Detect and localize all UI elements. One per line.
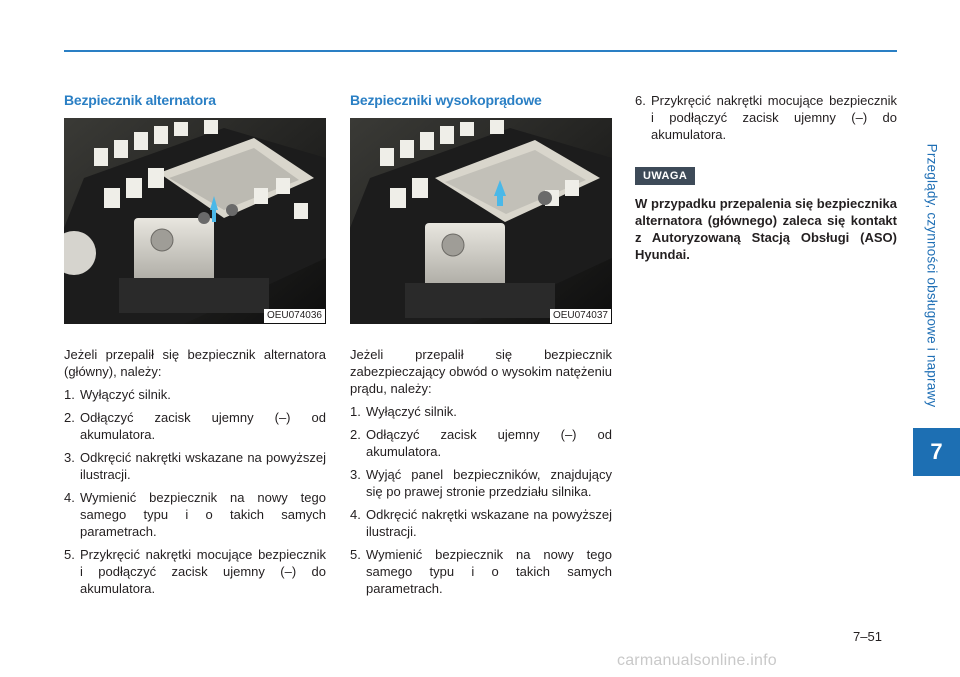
watermark: carmanualsonline.info bbox=[617, 652, 777, 669]
chapter-side-label bbox=[918, 130, 946, 420]
continued-steps-section bbox=[635, 92, 897, 263]
notice-badge: UWAGA bbox=[635, 167, 695, 185]
photo-code: OEU074036 bbox=[264, 309, 325, 323]
list-item: 3. Wyjąć panel bezpieczników, znajdujący się po prawej stronie przedziału silnika. bbox=[350, 467, 612, 499]
list-item: 4. Odkręcić nakrętki wskazane na powyższej ilustracji. bbox=[350, 507, 612, 539]
list-item: 4. Wymienić bezpiecznik na nowy tego samego typu i o takich samych parametrach. bbox=[64, 490, 326, 539]
steps-list bbox=[635, 92, 897, 143]
list-item: 1. Wyłączyć silnik. bbox=[64, 387, 171, 402]
steps-list bbox=[350, 403, 612, 597]
photo-code: OEU074037 bbox=[550, 309, 611, 323]
section-heading: Bezpieczniki wysokoprądowe bbox=[350, 92, 542, 108]
fusebox-illustration bbox=[350, 118, 612, 324]
chapter-tab: 7 bbox=[913, 428, 960, 476]
page-number: 7–51 bbox=[853, 629, 882, 644]
list-item: 5. Wymienić bezpiecznik na nowy tego samego typu i o takich samych parametrach. bbox=[350, 547, 612, 596]
list-item: 2. Odłączyć zacisk ujemny (–) od akumulatora. bbox=[350, 427, 612, 459]
section-heading: Bezpiecznik alternatora bbox=[64, 92, 216, 108]
chapter-side-label-text: Przeglądy, czynności obsługowe i naprawy bbox=[924, 143, 940, 407]
list-item: 2. Odłączyć zacisk ujemny (–) od akumulatora. bbox=[64, 410, 326, 442]
high-current-fuse-section bbox=[350, 92, 612, 603]
engine-fusebox-photo bbox=[350, 118, 612, 324]
alternator-fuse-section bbox=[64, 92, 326, 603]
intro-text: Jeżeli przepalił się bezpiecznik zabezpieczający obwód o wysokim natężeniu prądu, należy: bbox=[350, 347, 612, 396]
notice-text: W przypadku przepalenia się bezpiecznika alternatora (głównego) zaleca się kontakt z Autoryzowaną Stacją Obsługi (ASO) Hyundai. bbox=[635, 196, 897, 262]
top-rule bbox=[64, 50, 897, 52]
list-item: 1. Wyłączyć silnik. bbox=[350, 404, 457, 419]
engine-fusebox-photo bbox=[64, 118, 326, 324]
fusebox-illustration bbox=[64, 118, 326, 324]
intro-text: Jeżeli przepalił się bezpiecznik alternatora (główny), należy: bbox=[64, 347, 326, 379]
list-item: 6. Przykręcić nakrętki mocujące bezpiecznik i podłączyć zacisk ujemny (–) do akumulatora. bbox=[635, 93, 897, 142]
list-item: 3. Odkręcić nakrętki wskazane na powyższej ilustracji. bbox=[64, 450, 326, 482]
list-item: 5. Przykręcić nakrętki mocujące bezpiecznik i podłączyć zacisk ujemny (–) do akumulatora. bbox=[64, 547, 326, 596]
steps-list bbox=[64, 386, 326, 597]
